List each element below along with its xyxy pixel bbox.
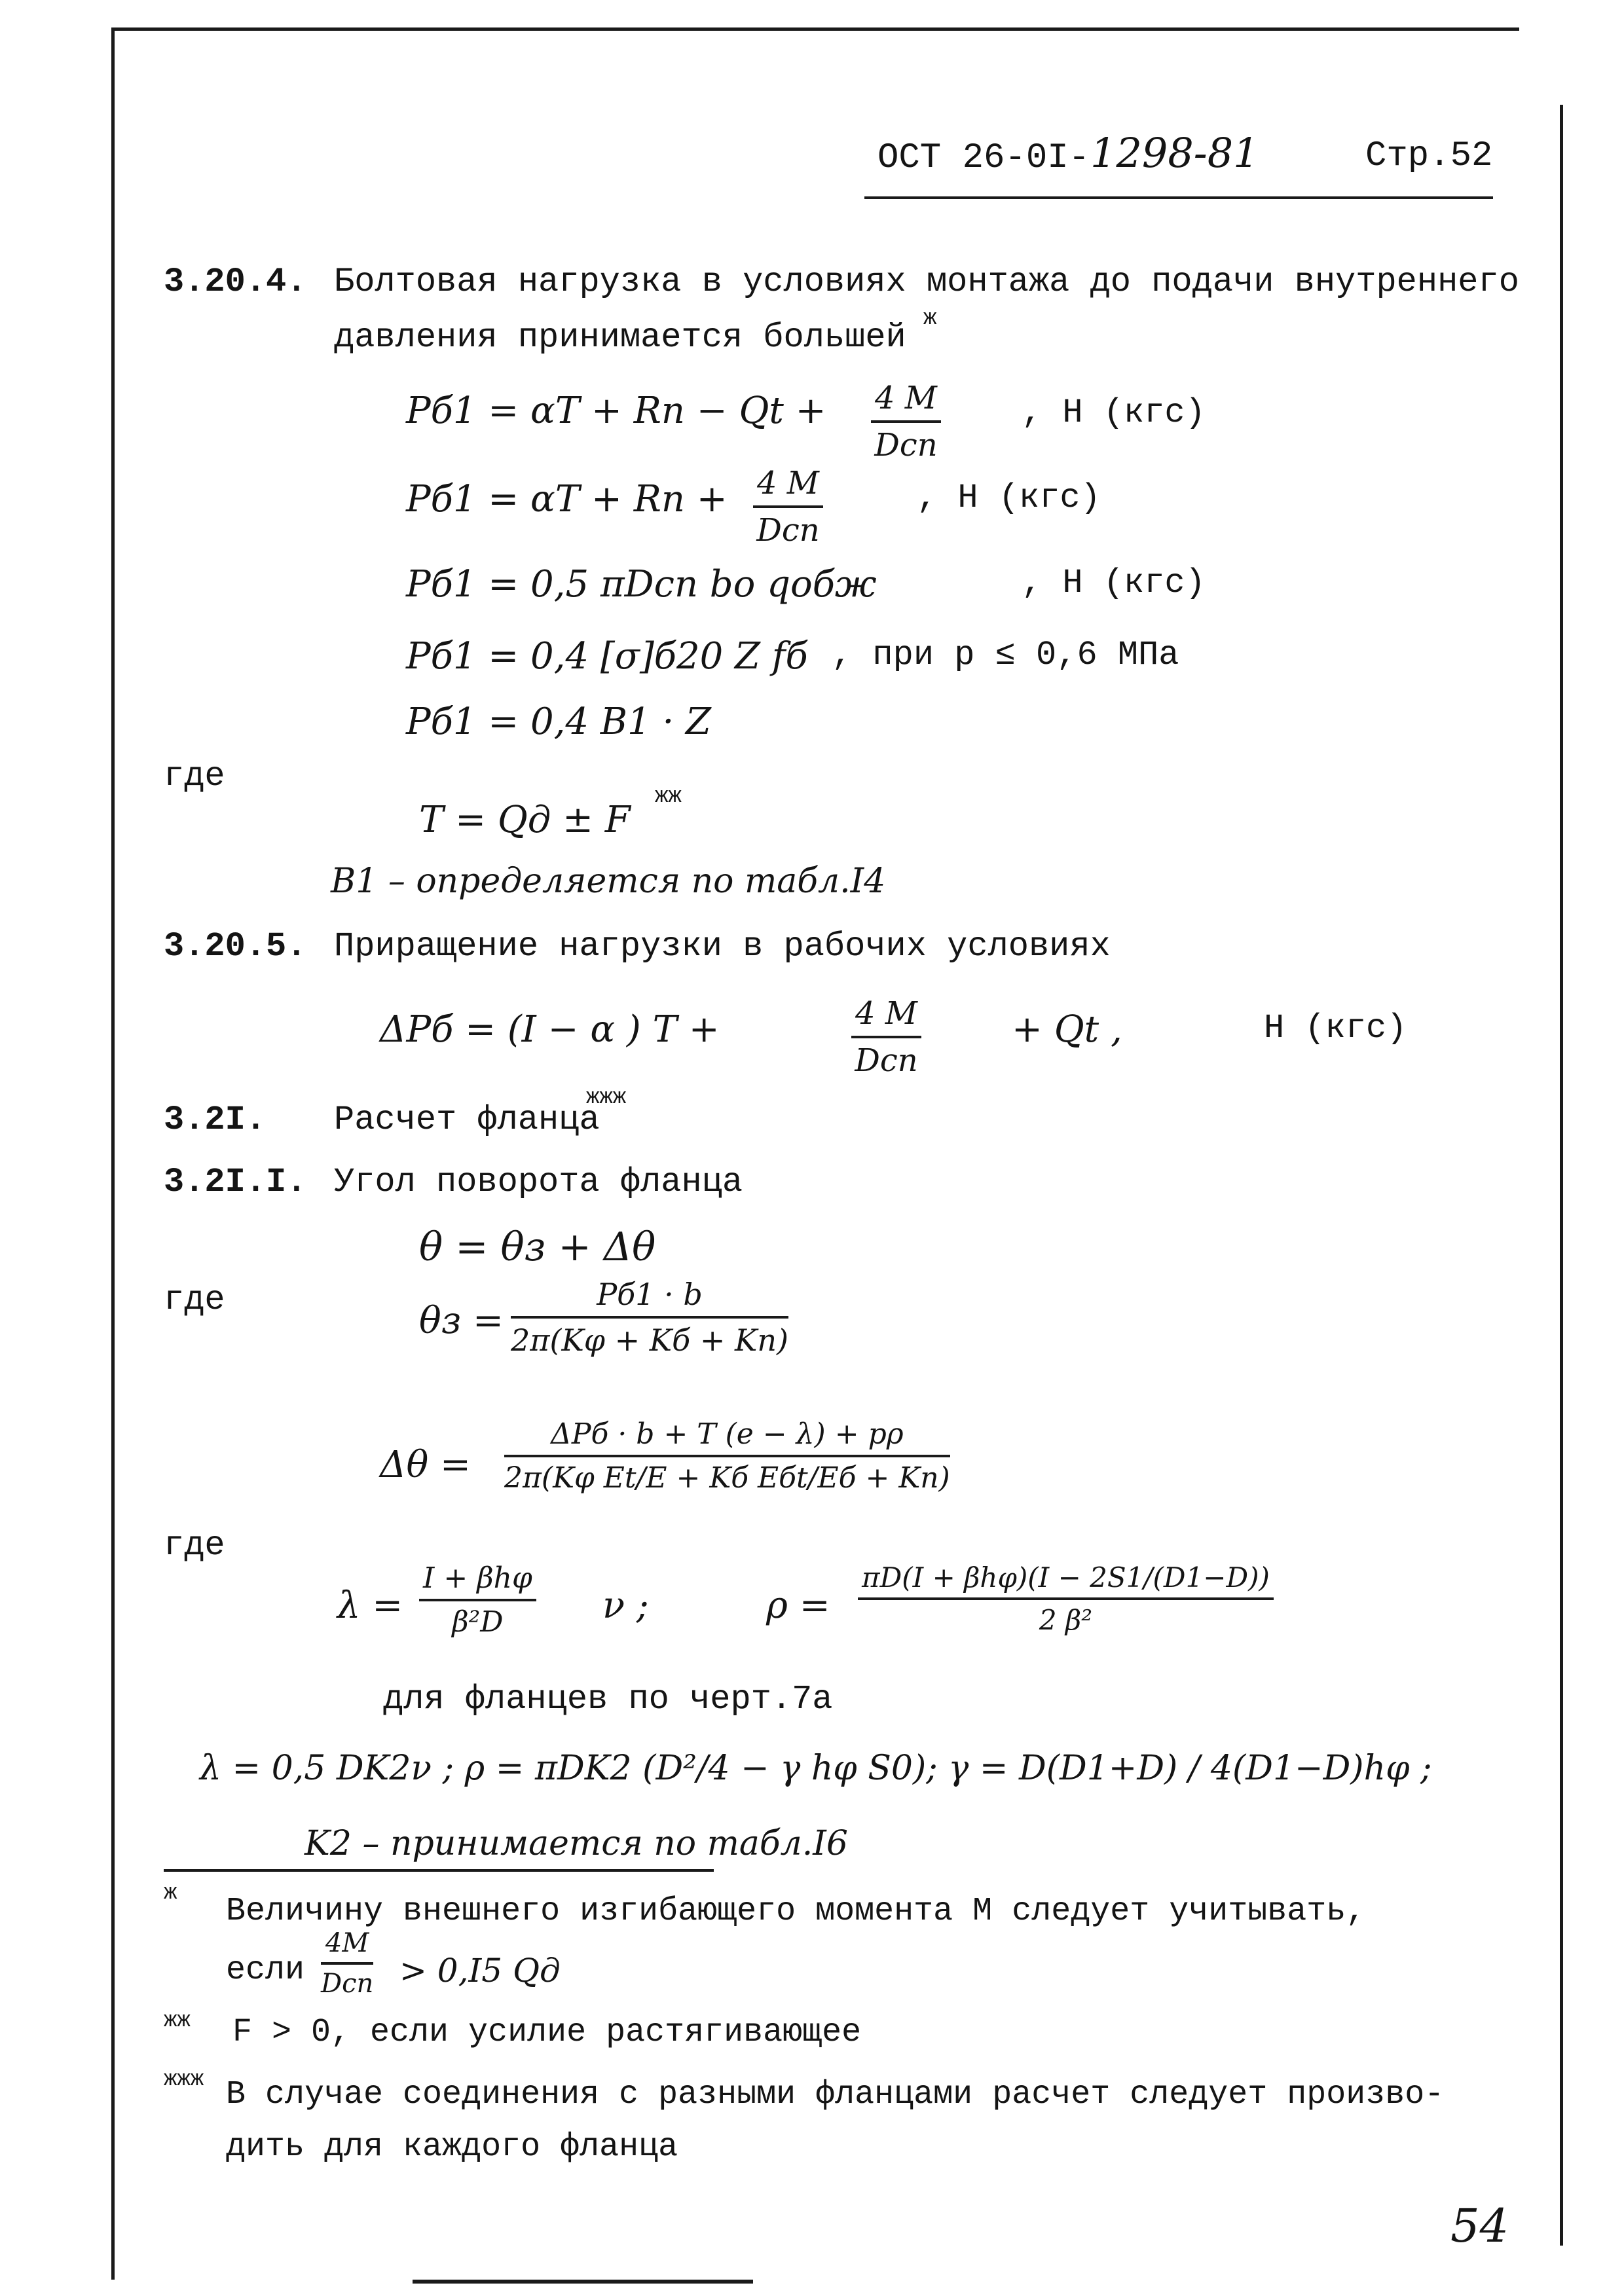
- footnote-ref: жж: [655, 784, 682, 809]
- footnote-ref: ж: [923, 306, 937, 331]
- section-title: Расчет фланца: [334, 1101, 600, 1139]
- definition-line: K2 – принимается по табл.I6: [304, 1824, 848, 1863]
- fraction-numerator: I + βhφ: [419, 1561, 536, 1601]
- section-title: Угол поворота фланца: [334, 1163, 743, 1201]
- footnote-text: > 0,I5 Qд: [399, 1952, 561, 1990]
- formula: T = Qд ± F: [419, 799, 631, 841]
- formula-unit: Н (кгс): [1264, 1009, 1407, 1048]
- fraction: [851, 995, 921, 1079]
- footnote-text: дить для каждого фланца: [226, 2128, 678, 2166]
- where-label: где: [164, 1526, 225, 1565]
- formula-lhs: ρ =: [766, 1584, 830, 1627]
- formula: Pб1 = 0,4 B1 · Z: [406, 701, 711, 743]
- formula-lhs: λ =: [337, 1584, 403, 1627]
- frame-left-line: [111, 27, 115, 2280]
- header-underline: [864, 196, 1493, 199]
- footnote-text: В случае соединения с разными фланцами расчет следует произво-: [226, 2076, 1445, 2113]
- fraction-numerator: ΔPб · b + T (e − λ) + pρ: [504, 1417, 950, 1457]
- formula-lhs: ΔPб = (I − α ) T +: [380, 1008, 720, 1051]
- fraction-denominator: 2π(Kφ Et/E + Kб Eбt/Eб + Kп): [504, 1461, 950, 1495]
- formula-condition: , при p ≤ 0,6 МПа: [832, 636, 1179, 674]
- footnote-mark: ж: [164, 1881, 177, 1906]
- page-number-handwritten: 54: [1450, 2199, 1509, 2253]
- where-label: где: [164, 757, 225, 795]
- fraction-denominator: 2 β²: [1039, 1604, 1093, 1636]
- fraction-numerator: 4M: [321, 1928, 373, 1965]
- page-label: Стр.52: [1365, 136, 1493, 176]
- fraction: [504, 1417, 950, 1495]
- where-label: где: [164, 1281, 225, 1319]
- formula: Pб1 = 0,4 [σ]б20 Z fб: [406, 635, 808, 678]
- footnote-text: F > 0, если усилие растягивающее: [232, 2014, 862, 2051]
- section-number: 3.20.5.: [164, 927, 307, 966]
- fraction-numerator: 4 M: [871, 380, 941, 423]
- fraction: [321, 1928, 373, 1999]
- footnote-text: если: [226, 1952, 305, 1989]
- formula-unit: , Н (кгс): [1022, 564, 1206, 602]
- section-number: 3.20.4.: [164, 263, 307, 301]
- doc-number-handwritten: 1298-81: [1090, 129, 1259, 177]
- footnote-ref: жжж: [586, 1085, 627, 1110]
- fraction-denominator: 2π(Kφ + Kб + Kп): [511, 1322, 788, 1358]
- formula-lhs: Pб1 = αT + Rп +: [406, 478, 728, 520]
- fraction-numerator: πD(I + βhφ)(I − 2S1/(D1−D)): [858, 1561, 1274, 1600]
- fraction-denominator: β²D: [452, 1605, 504, 1639]
- fraction: [871, 380, 941, 464]
- formula-lhs: Δθ =: [380, 1444, 471, 1486]
- fraction-denominator: Dсп: [321, 1969, 374, 1999]
- formula: θ = θз + Δθ: [419, 1224, 656, 1270]
- formula-unit: , Н (кгс): [1022, 393, 1206, 432]
- doc-code: ОСТ 26-0I-: [877, 138, 1090, 178]
- fraction: [419, 1561, 536, 1639]
- footnote-text: Величину внешнего изгибающего момента M следует учитывать,: [226, 1893, 1366, 1930]
- frame-right-line: [1560, 105, 1563, 2246]
- definition-line: B1 – определяется по табл.I4: [331, 862, 886, 901]
- footnote-separator: [164, 1869, 714, 1872]
- formula: λ = 0,5 DK2ν ; ρ = πDK2 (D²/4 − γ hφ S0); γ = D(D1+D) / 4(D1−D)hφ ;: [200, 1749, 1432, 1788]
- note-line: для фланцев по черт.7а: [383, 1680, 833, 1719]
- formula-rhs: + Qt ,: [1012, 1008, 1122, 1051]
- fraction: [511, 1277, 788, 1358]
- formula-lhs: Pб1 = αT + Rп − Qt +: [406, 390, 826, 432]
- formula-unit: , Н (кгс): [917, 479, 1101, 517]
- fraction: [858, 1561, 1274, 1636]
- fraction-denominator: Dсп: [874, 427, 938, 464]
- footnote-mark: жжж: [164, 2068, 204, 2092]
- section-title: Приращение нагрузки в рабочих условиях: [334, 927, 1111, 966]
- section-text-line: давления принимается большей: [334, 318, 906, 357]
- section-number: 3.2I.I.: [164, 1163, 307, 1201]
- formula: Pб1 = 0,5 πDсп bо qобж: [406, 563, 877, 606]
- frame-bottom-line: [413, 2280, 753, 2284]
- fraction-denominator: Dсп: [756, 512, 820, 549]
- formula-lhs: θз =: [419, 1300, 504, 1342]
- section-number: 3.2I.: [164, 1101, 267, 1139]
- footnote-mark: жж: [164, 2009, 191, 2033]
- fraction: [753, 465, 823, 549]
- fraction-numerator: 4 M: [753, 465, 823, 508]
- frame-top-line: [111, 27, 1519, 31]
- fraction-numerator: Pб1 · b: [511, 1277, 788, 1319]
- formula-rhs: ν ;: [602, 1584, 649, 1627]
- fraction-denominator: Dсп: [855, 1042, 918, 1079]
- section-text-line: Болтовая нагрузка в условиях монтажа до подачи внутреннего: [334, 263, 1519, 301]
- fraction-numerator: 4 M: [851, 995, 921, 1038]
